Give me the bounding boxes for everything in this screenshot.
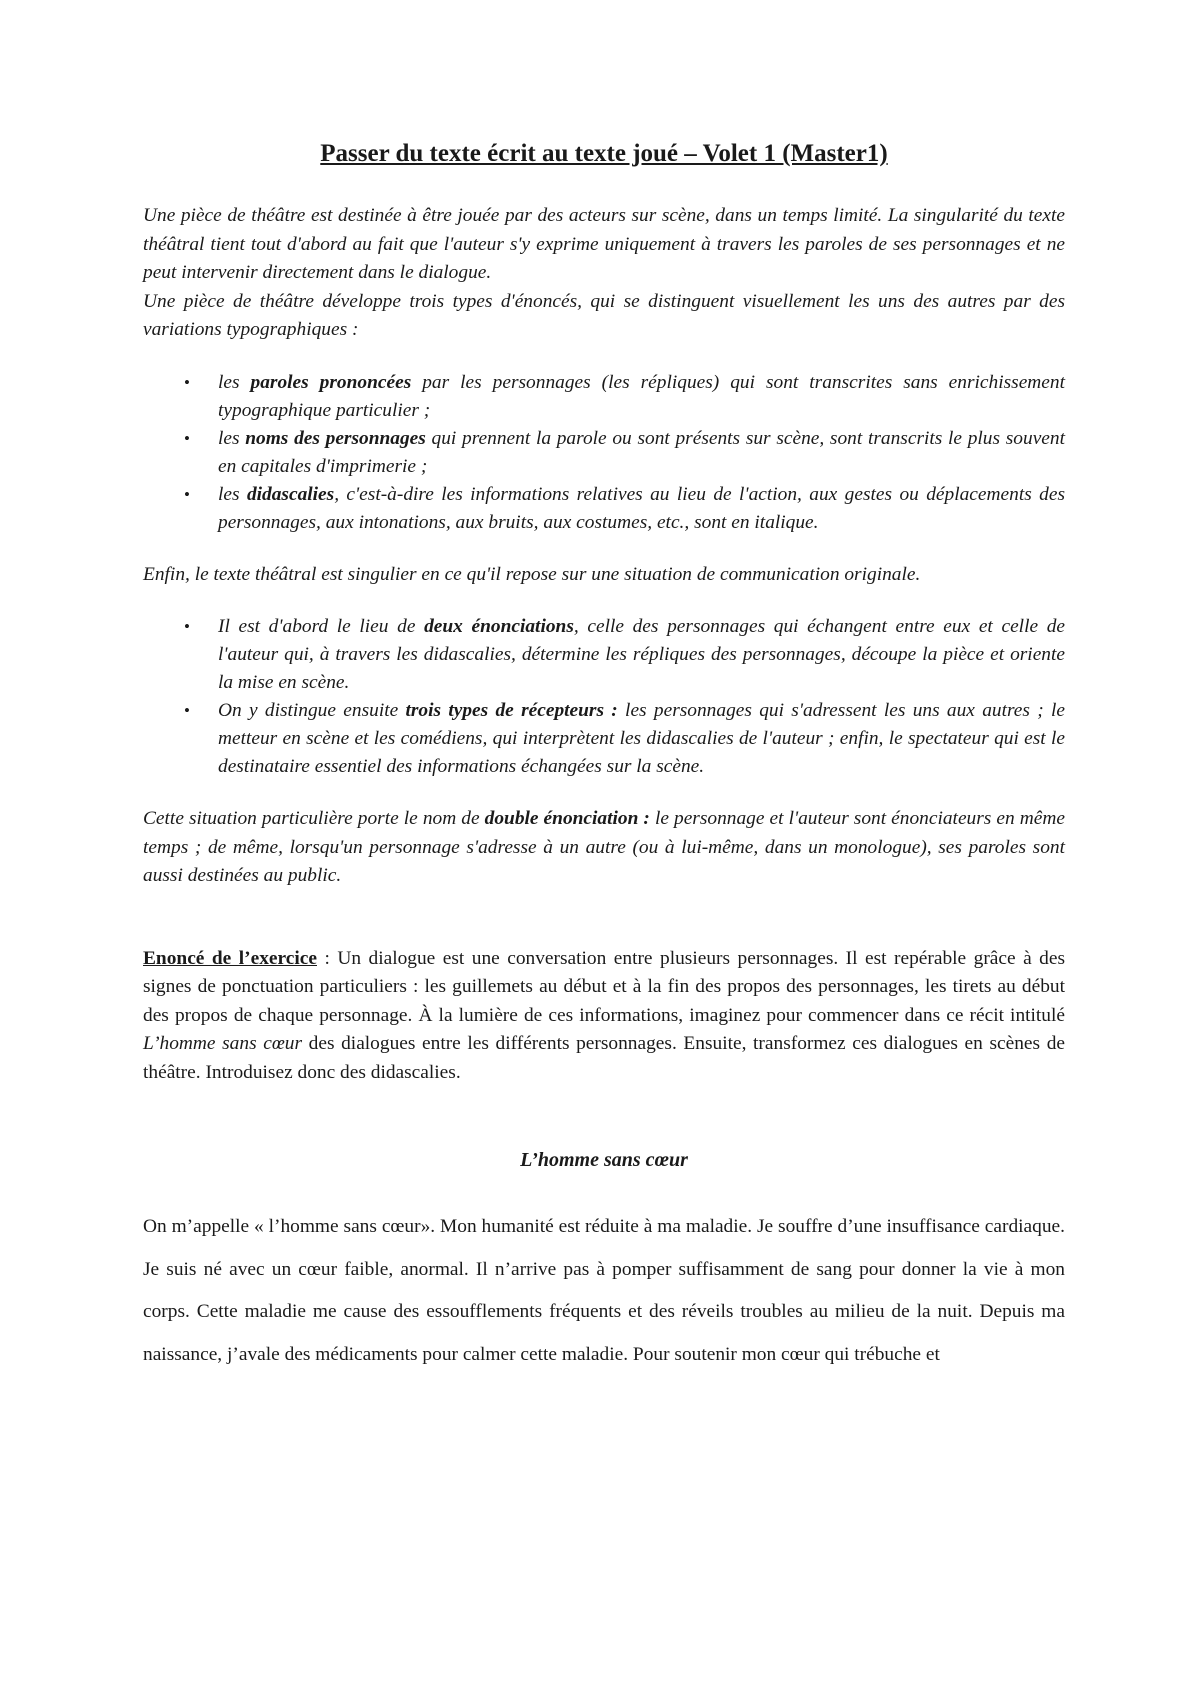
intro-section: [143, 202, 1065, 345]
intro-paragraph-3: Enfin, le texte théâtral est singulier en ce qu'il repose sur une situation de communication originale.: [143, 563, 921, 585]
exercise-statement: Enoncé de l’exercice : Un dialogue est une conversation entre plusieurs personnages. Il est repérable grâce à des signes de ponctuation particuliers : les guillemets au début et à la fin des propos des personnages, les tirets au début des propos de chaque personnage. À la lumière de ces informations, imaginez pour commencer dans ce récit intitulé L’homme sans cœur des dialogues entre les différents personnages. Ensuite, transformez ces dialogues en scènes de théâtre. Introduisez donc des didascalies.: [143, 947, 1066, 1083]
exercise-label: Enoncé de l’exercice: [143, 947, 317, 969]
list-item: • Il est d'abord le lieu de deux énonciations, celle des personnages qui échangent entre eux et celle de l'auteur qui, à travers les didascalies, détermine les répliques des personnages, découpe la pièce et oriente la mise en scène.: [218, 613, 1065, 697]
bullet-icon: •: [184, 428, 190, 448]
enunciation-bullet-list: [143, 613, 1065, 781]
communication-section: [143, 561, 1065, 590]
bullet-icon: •: [184, 617, 190, 636]
bullet-icon: •: [184, 484, 190, 504]
intro-paragraph-2: Une pièce de théâtre développe trois types d'énoncés, qui se distinguent visuellement les uns des autres par des variations typographiques :: [143, 290, 1065, 340]
intro-paragraph-4: Cette situation particulière porte le nom de double énonciation : le personnage et l'auteur sont énonciateurs en même temps ; de même, lorsqu'un personnage s'adresse à un autre (ou à lui-même, dans un monologue), ses paroles sont aussi destinées au public.: [143, 808, 1065, 886]
list-item: • les paroles prononcées par les personnages (les répliques) qui sont transcrites sans enrichissement typographique particulier ;: [218, 369, 1065, 425]
typography-bullet-list: [143, 369, 1065, 537]
list-item: • les noms des personnages qui prennent la parole ou sont présents sur scène, sont transcrits le plus souvent en capitales d'imprimerie ;: [218, 425, 1065, 481]
bullet-icon: •: [184, 372, 190, 392]
bullet-icon: •: [184, 701, 190, 720]
story-text: On m’appelle « l’homme sans cœur». Mon humanité est réduite à ma maladie. Je souffre d’une insuffisance cardiaque. Je suis né avec un cœur faible, anormal. Il n’arrive pas à pomper suffisamment de sang pour donner la vie à mon corps. Cette maladie me cause des essoufflements fréquents et des réveils troubles au milieu de la nuit. Depuis ma naissance, j’avale des médicaments pour calmer cette maladie. Pour soutenir mon cœur qui trébuche et: [143, 1216, 1065, 1365]
list-item: • les didascalies, c'est-à-dire les informations relatives au lieu de l'action, aux gestes ou déplacements des personnages, aux intonations, aux bruits, aux costumes, etc., sont en italique.: [218, 481, 1065, 537]
intro-paragraph-1: Une pièce de théâtre est destinée à être jouée par des acteurs sur scène, dans un temps limité. La singularité du texte théâtral tient tout d'abord au fait que l'auteur s'y exprime uniquement à travers les paroles de ses personnages et ne peut intervenir directement dans le dialogue.: [143, 205, 1065, 283]
story-title: L’homme sans cœur: [520, 1149, 688, 1171]
document-title: Passer du texte écrit au texte joué – Volet 1 (Master1): [320, 140, 888, 167]
list-item: • On y distingue ensuite trois types de récepteurs : les personnages qui s'adressent les uns aux autres ; le metteur en scène et les comédiens, qui interprètent les didascalies de l'auteur ; enfin, le spectateur qui est le destinataire essentiel des informations échangées sur la scène.: [218, 697, 1065, 781]
double-enunciation-section: [143, 805, 1065, 891]
